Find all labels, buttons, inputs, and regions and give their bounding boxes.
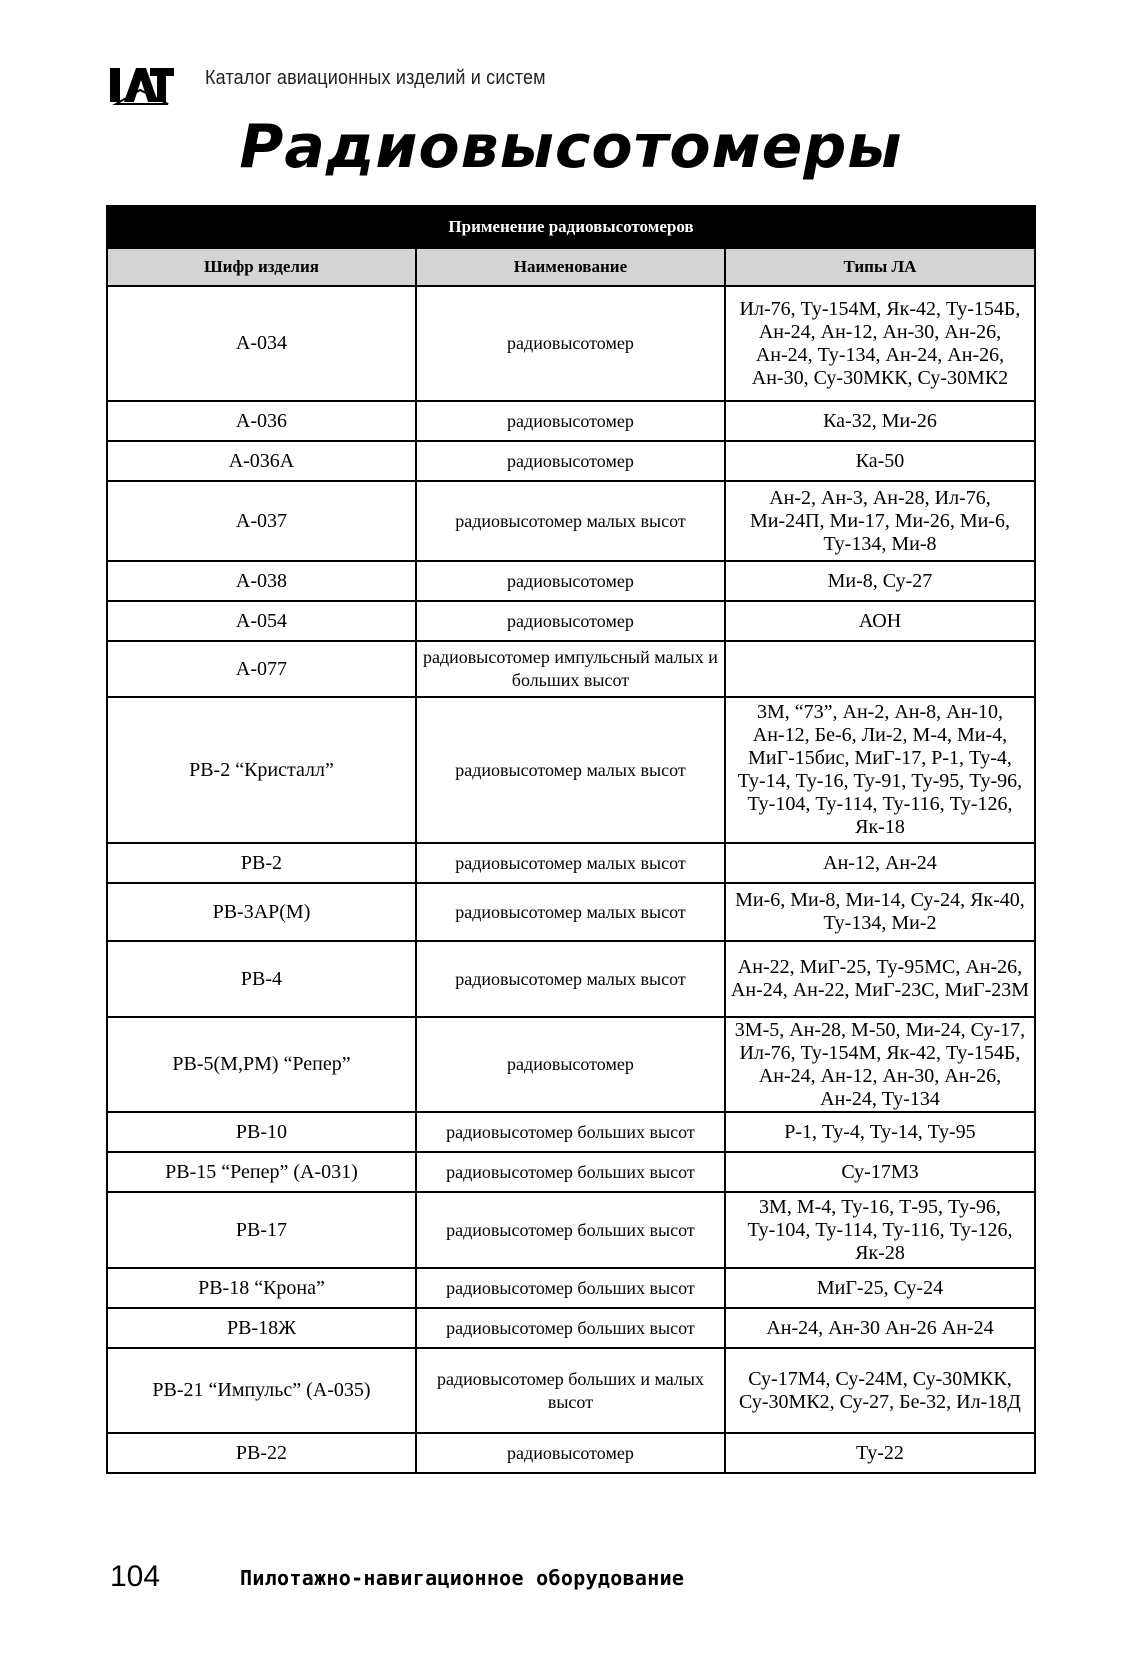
table-row: [107, 1017, 1035, 1112]
row-name: радиовысотомер больших высот: [416, 1308, 725, 1348]
row-code: А-038: [107, 561, 416, 601]
row-code: А-034: [107, 286, 416, 401]
row-code: РВ-21 “Импульс” (А-035): [107, 1348, 416, 1433]
column-header-name: Наименование: [416, 248, 725, 286]
row-code: А-077: [107, 641, 416, 697]
table-caption: Применение радиовысотомеров: [107, 206, 1035, 248]
row-name: радиовысотомер: [416, 1017, 725, 1112]
page-number: 104: [110, 1560, 161, 1593]
page-header: [110, 55, 1010, 105]
row-aircraft-types: Су-17М4, Су-24М, Су-30МКК, Су-30МК2, Су-27, Бе-32, Ил-18Д: [725, 1348, 1035, 1433]
row-aircraft-types: [725, 641, 1035, 697]
row-name: радиовысотомер больших высот: [416, 1152, 725, 1192]
row-aircraft-types: Ил-76, Ту-154М, Як-42, Ту-154Б, Ан-24, Ан-12, Ан-30, Ан-26, Ан-24, Ту-134, Ан-24, Ан-26, Ан-30, Су-30МКК, Су-30МК2: [725, 286, 1035, 401]
row-name: радиовысотомер малых высот: [416, 941, 725, 1017]
row-aircraft-types: 3М, М-4, Ту-16, Т-95, Ту-96, Ту-104, Ту-114, Ту-116, Ту-126, Як-28: [725, 1192, 1035, 1268]
row-code: РВ-15 “Репер” (А-031): [107, 1152, 416, 1192]
row-code: РВ-2: [107, 843, 416, 883]
table-row: [107, 561, 1035, 601]
row-code: РВ-2 “Кристалл”: [107, 697, 416, 843]
catalog-title: Каталог авиационных изделий и систем: [205, 67, 546, 89]
row-name: радиовысотомер импульсный малых и больших высот: [416, 641, 725, 697]
row-name: радиовысотомер: [416, 286, 725, 401]
altimeters-table: [106, 205, 1036, 1474]
table-row: [107, 481, 1035, 561]
row-aircraft-types: Су-17М3: [725, 1152, 1035, 1192]
row-aircraft-types: Ту-22: [725, 1433, 1035, 1473]
row-aircraft-types: Ка-32, Ми-26: [725, 401, 1035, 441]
row-name: радиовысотомер малых высот: [416, 843, 725, 883]
row-name: радиовысотомер малых высот: [416, 883, 725, 941]
table-row: [107, 1308, 1035, 1348]
table-row: [107, 697, 1035, 843]
table-row: [107, 1152, 1035, 1192]
row-code: А-037: [107, 481, 416, 561]
row-name: радиовысотомер больших и малых высот: [416, 1348, 725, 1433]
table-row: [107, 1192, 1035, 1268]
row-name: радиовысотомер больших высот: [416, 1268, 725, 1308]
table-row: [107, 883, 1035, 941]
row-code: РВ-3АР(М): [107, 883, 416, 941]
table-row: [107, 1268, 1035, 1308]
column-header-code: Шифр изделия: [107, 248, 416, 286]
row-code: А-036: [107, 401, 416, 441]
row-aircraft-types: Ка-50: [725, 441, 1035, 481]
row-aircraft-types: Ми-8, Су-27: [725, 561, 1035, 601]
table-row: [107, 601, 1035, 641]
section-title: Пилотажно-навигационное оборудование: [240, 1566, 685, 1590]
row-aircraft-types: МиГ-25, Су-24: [725, 1268, 1035, 1308]
column-header-aircraft-types: Типы ЛА: [725, 248, 1035, 286]
row-aircraft-types: Ан-12, Ан-24: [725, 843, 1035, 883]
table-row: [107, 941, 1035, 1017]
row-code: РВ-5(М,РМ) “Репер”: [107, 1017, 416, 1112]
row-name: радиовысотомер: [416, 1433, 725, 1473]
row-aircraft-types: 3М, “73”, Ан-2, Ан-8, Ан-10, Ан-12, Бе-6, Ли-2, М-4, Ми-4, МиГ-15бис, МиГ-17, Р-1, Ту-4, Ту-14, Ту-16, Ту-91, Ту-95, Ту-96, Ту-104, Ту-114, Ту-116, Ту-126, Як-18: [725, 697, 1035, 843]
table-row: [107, 843, 1035, 883]
row-aircraft-types: Р-1, Ту-4, Ту-14, Ту-95: [725, 1112, 1035, 1152]
row-name: радиовысотомер больших высот: [416, 1192, 725, 1268]
row-code: А-054: [107, 601, 416, 641]
page-title: Радиовысотомеры: [239, 112, 903, 182]
row-name: радиовысотомер больших высот: [416, 1112, 725, 1152]
row-name: радиовысотомер малых высот: [416, 481, 725, 561]
row-name: радиовысотомер: [416, 401, 725, 441]
table-row: [107, 441, 1035, 481]
row-code: РВ-10: [107, 1112, 416, 1152]
row-aircraft-types: Ми-6, Ми-8, Ми-14, Су-24, Як-40, Ту-134, Ми-2: [725, 883, 1035, 941]
table-row: [107, 641, 1035, 697]
row-code: РВ-18 “Крона”: [107, 1268, 416, 1308]
row-code: А-036А: [107, 441, 416, 481]
table-row: [107, 1348, 1035, 1433]
row-aircraft-types: Ан-2, Ан-3, Ан-28, Ил-76, Ми-24П, Ми-17, Ми-26, Ми-6, Ту-134, Ми-8: [725, 481, 1035, 561]
row-aircraft-types: Ан-24, Ан-30 Ан-26 Ан-24: [725, 1308, 1035, 1348]
row-name: радиовысотомер: [416, 561, 725, 601]
row-code: РВ-18Ж: [107, 1308, 416, 1348]
table-row: [107, 1112, 1035, 1152]
row-code: РВ-22: [107, 1433, 416, 1473]
table-row: [107, 286, 1035, 401]
row-name: радиовысотомер: [416, 441, 725, 481]
table-row: [107, 1433, 1035, 1473]
row-name: радиовысотомер малых высот: [416, 697, 725, 843]
page-footer: [110, 1560, 1010, 1600]
row-name: радиовысотомер: [416, 601, 725, 641]
row-code: РВ-17: [107, 1192, 416, 1268]
company-logo-icon: [110, 60, 175, 105]
row-code: РВ-4: [107, 941, 416, 1017]
row-aircraft-types: 3М-5, Ан-28, М-50, Ми-24, Су-17, Ил-76, Ту-154М, Як-42, Ту-154Б, Ан-24, Ан-12, Ан-30, Ан-26, Ан-24, Ту-134: [725, 1017, 1035, 1112]
table-row: [107, 401, 1035, 441]
row-aircraft-types: Ан-22, МиГ-25, Ту-95МС, Ан-26, Ан-24, Ан-22, МиГ-23С, МиГ-23М: [725, 941, 1035, 1017]
row-aircraft-types: АОН: [725, 601, 1035, 641]
